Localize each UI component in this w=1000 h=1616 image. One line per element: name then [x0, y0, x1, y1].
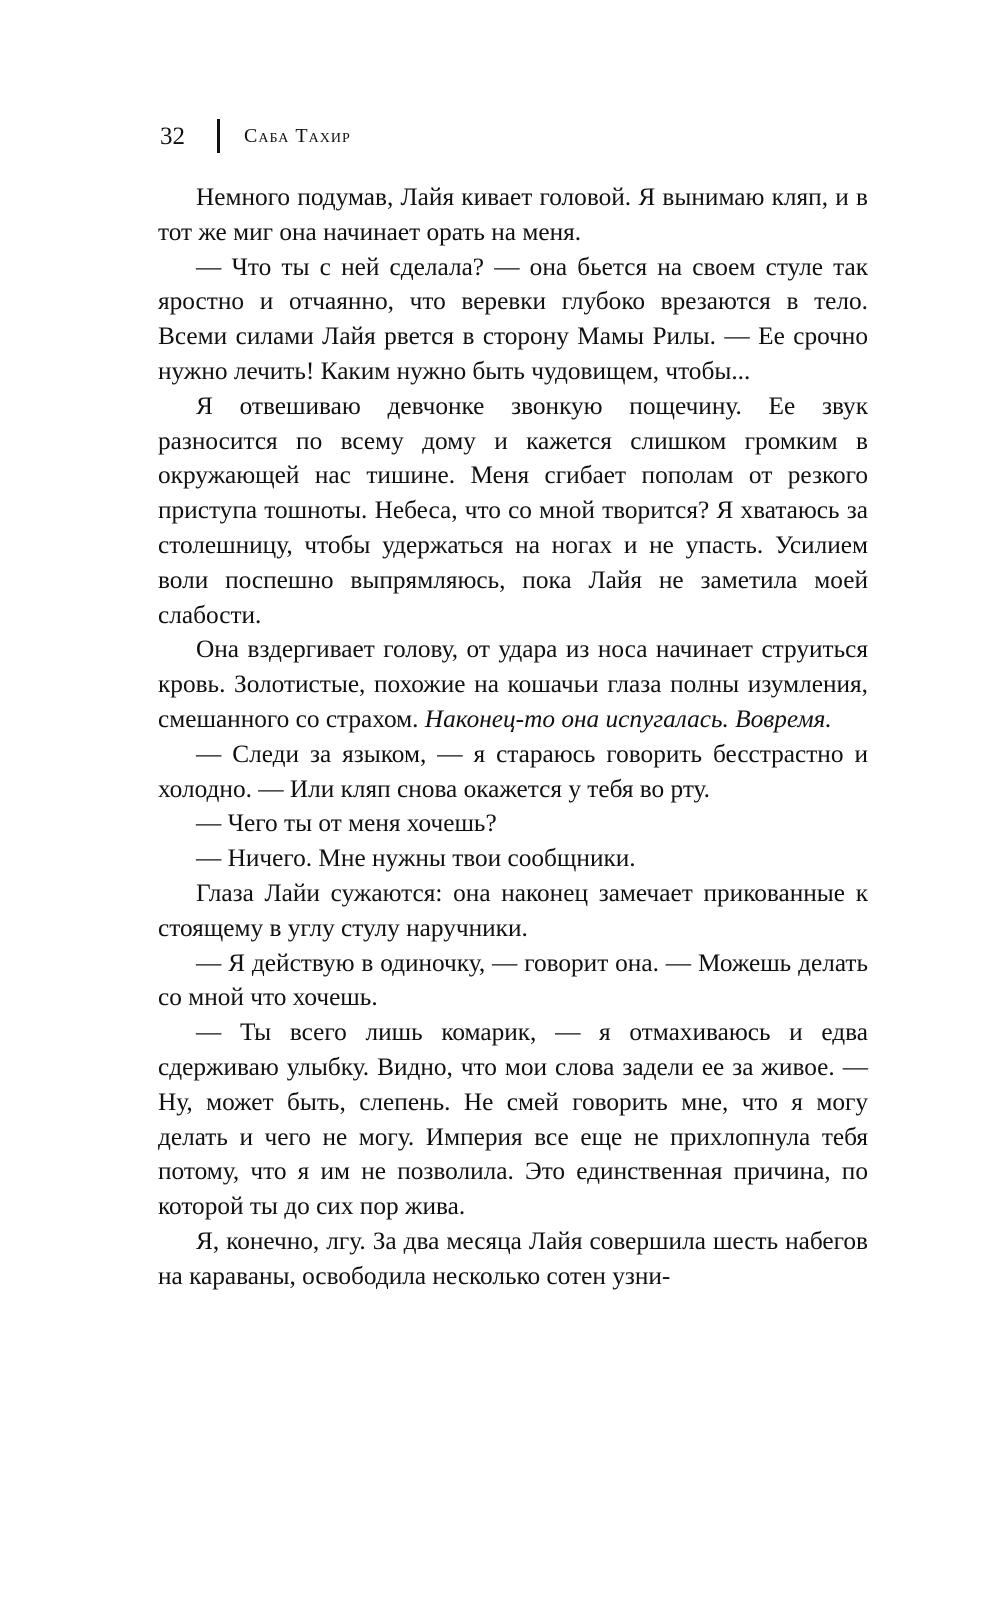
paragraph: — Следи за языком, — я стараюсь говорить бесстрастно и холодно. — Или кляп снова окажется у тебя во рту. [158, 739, 868, 803]
paragraph: — Я действую в одиночку, — говорит она. — Можешь делать со мной что хочешь. [158, 948, 868, 1012]
paragraph: Она вздергивает голову, от удара из носа начинает струиться кровь. Золотистые, похожие на кошачьи глаза полны изумления, смешанного со страхом. Наконец-то она испугалась. Вовремя. [158, 635, 868, 733]
page-number: 32 [160, 122, 185, 150]
paragraph: Я, конечно, лгу. За два месяца Лайя совершила шесть набегов на караваны, освободила несколько сотен узни- [158, 1226, 868, 1290]
italic-phrase: Наконец-то она испугалась. Вовремя. [424, 704, 832, 733]
body-text [158, 180, 868, 1294]
author-name: Саба Тахир [244, 124, 351, 147]
paragraph: — Чего ты от меня хочешь? [196, 809, 497, 838]
paragraph: — Ничего. Мне нужны твои сообщники. [196, 844, 636, 873]
header-divider [217, 119, 220, 153]
running-header [160, 116, 351, 156]
paragraph: Глаза Лайи сужаются: она наконец замечает прикованные к стоящему в углу стулу наручники. [158, 878, 868, 942]
paragraph: — Ты всего лишь комарик, — я отмахиваюсь и едва сдерживаю улыбку. Видно, что мои слова задели ее за живое. — Ну, может быть, слепень. Не смей говорить мне, что я могу делать и чего не могу. Империя все еще не прихлопнула тебя потому, что я им не позволила. Это единственная причина, по которой ты до сих пор жива. [158, 1018, 868, 1221]
paragraph: — Что ты с ней сделала? — она бьется на своем стуле так яростно и отчаянно, что веревки глубоко врезаются в тело. Всеми силами Лайя рвется в сторону Мамы Рилы. — Ее срочно нужно лечить! Каким нужно быть чудовищем, чтобы... [158, 252, 868, 385]
paragraph: Немного подумав, Лайя кивает головой. Я вынимаю кляп, и в тот же миг она начинает орать на меня. [158, 183, 868, 246]
paragraph: Я отвешиваю девчонке звонкую пощечину. Ее звук разносится по всему дому и кажется слишком громким в окружающей нас тишине. Меня сгибает пополам от резкого приступа тошноты. Небеса, что со мной творится? Я хватаюсь за столешницу, чтобы удержаться на ногах и не упасть. Усилием воли поспешно выпрямляюсь, пока Лайя не заметила моей слабости. [158, 391, 868, 629]
